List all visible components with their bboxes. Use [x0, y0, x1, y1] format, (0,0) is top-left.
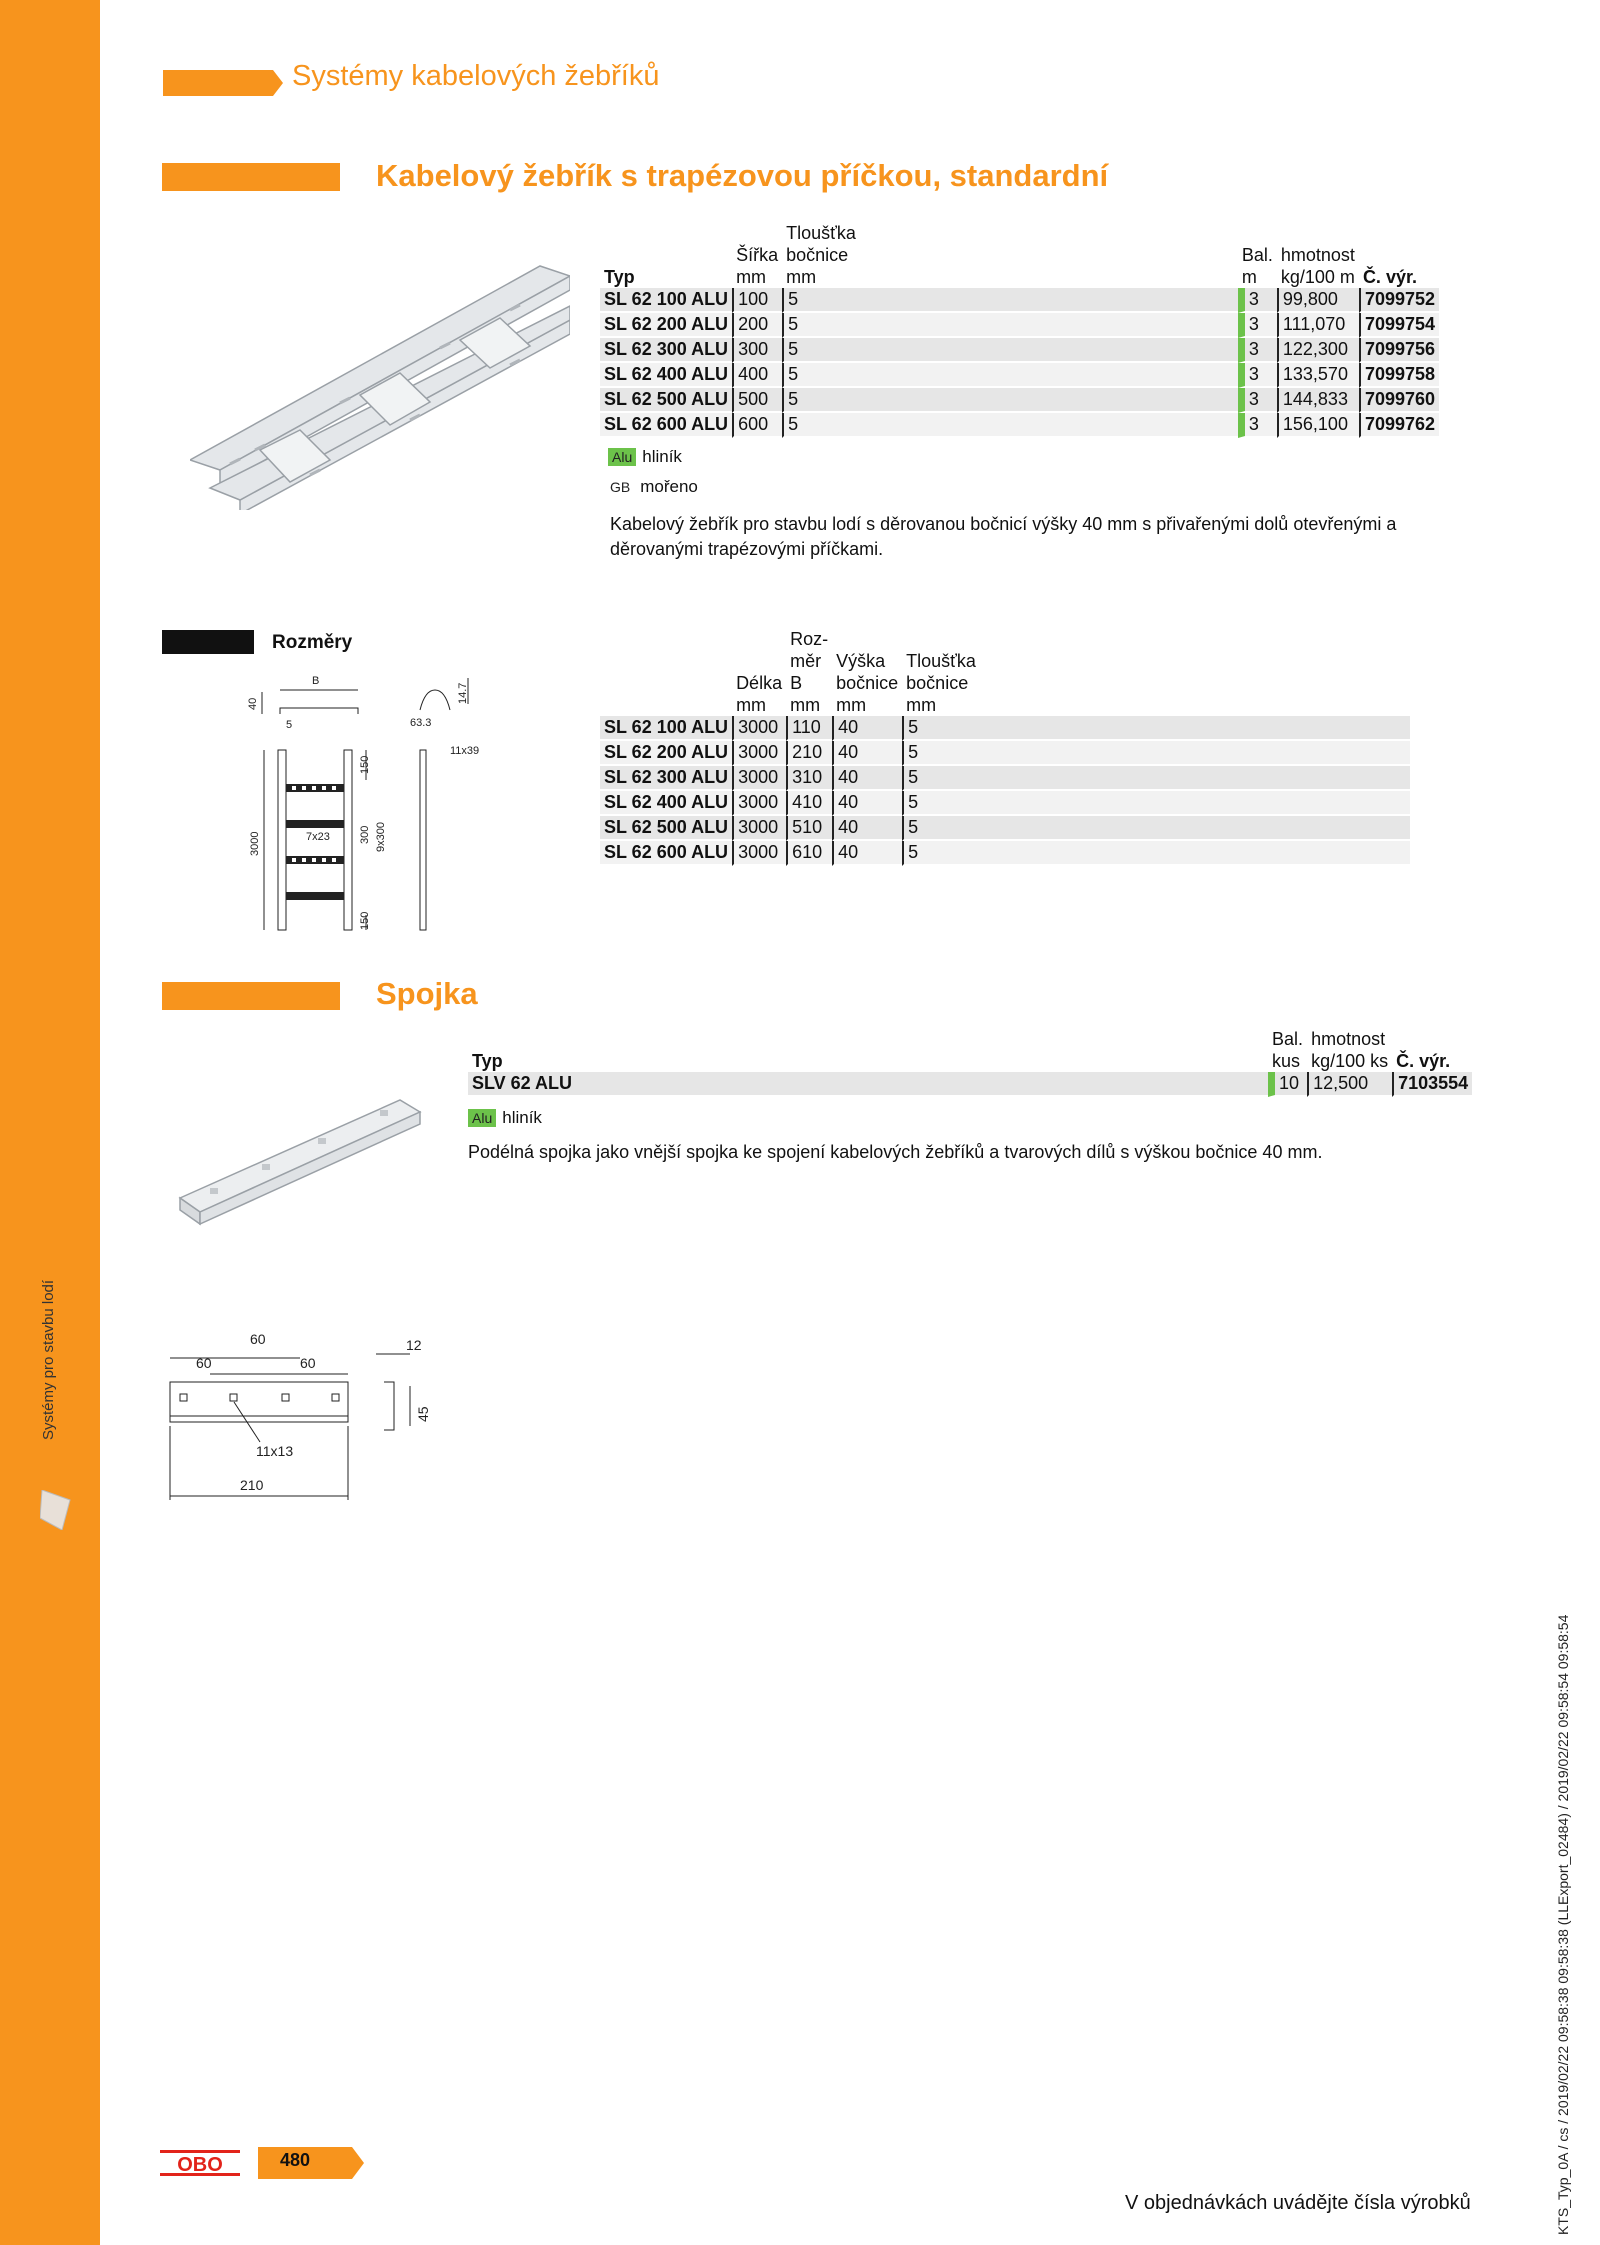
cell-weight: 99,800 — [1277, 288, 1359, 313]
col-header: Bal. — [1272, 1029, 1304, 1049]
dim-label: 3000 — [249, 831, 261, 856]
section-bar-black — [162, 630, 254, 654]
cell-length: 3000 — [732, 741, 786, 766]
material-code: Alu — [468, 1109, 496, 1127]
table-row — [600, 841, 1410, 866]
sidebar-label: Systémy pro stavbu lodí — [40, 1279, 57, 1440]
material-label: hliník — [642, 447, 682, 466]
col-header: kg/100 ks — [1311, 1051, 1389, 1071]
dim-label: 7x23 — [306, 831, 330, 843]
col-header: mm — [790, 695, 821, 715]
cell-artno: 7099762 — [1359, 413, 1439, 438]
cell-thickness: 5 — [782, 313, 860, 338]
cell-artno: 7099754 — [1359, 313, 1439, 338]
col-header: Bal. — [1241, 245, 1273, 265]
col-header: mm — [906, 695, 937, 715]
col-header: m — [1241, 267, 1257, 287]
table-row — [600, 363, 1439, 388]
cell-thickness: 5 — [902, 841, 1410, 866]
cell-thickness: 5 — [782, 338, 860, 363]
cell-thickness: 5 — [902, 741, 1410, 766]
section-title: Spojka — [376, 976, 478, 1011]
dim-label: 11x13 — [256, 1443, 294, 1459]
cell-thickness: 5 — [782, 288, 860, 313]
dim-label: 60 — [196, 1355, 212, 1371]
cell-typ: SL 62 200 ALU — [600, 313, 732, 338]
cell-pack: 3 — [1238, 388, 1277, 413]
page-header-title: Systémy kabelových žebříků — [292, 60, 660, 92]
section-bar — [162, 982, 340, 1010]
sidebar-strip — [0, 0, 100, 2245]
sidebar-marker-icon — [40, 1490, 72, 1530]
dim-label: 12 — [406, 1337, 422, 1353]
col-header: hmotnost — [1280, 245, 1355, 265]
dim-label: 300 — [359, 825, 371, 844]
cell-typ: SL 62 400 ALU — [600, 791, 732, 816]
col-header-artno: Č. výr. — [1362, 267, 1417, 287]
header-tab-shape — [163, 70, 283, 96]
col-header: hmotnost — [1311, 1029, 1386, 1049]
page-number-tab — [258, 2147, 364, 2179]
col-header: bočnice — [836, 673, 899, 693]
dim-label: 40 — [247, 697, 259, 710]
material-label: hliník — [502, 1108, 542, 1127]
table-row — [600, 338, 1439, 363]
dim-label: B — [312, 675, 320, 687]
material-label: mořeno — [640, 477, 698, 496]
cell-dim-b: 310 — [786, 766, 832, 791]
cell-artno: 7103554 — [1392, 1072, 1472, 1097]
logo-text: OBO — [177, 2154, 223, 2176]
cell-typ: SL 62 300 ALU — [600, 338, 732, 363]
cell-typ: SL 62 300 ALU — [600, 766, 732, 791]
print-info: KTS_Typ_0A / cs / 2019/02/22 09:58:38 09:58:38 (LLExport_02484) / 2019/02/22 09:58:54 09:58:54 — [1555, 1614, 1571, 2235]
cell-thickness: 5 — [902, 716, 1410, 741]
col-header: mm — [836, 695, 867, 715]
table-row — [600, 313, 1439, 338]
cell-width: 200 — [732, 313, 782, 338]
table-row — [600, 413, 1439, 438]
table-row — [468, 1072, 1472, 1097]
cell-thickness: 5 — [782, 363, 860, 388]
dim-label: 150 — [359, 911, 371, 930]
connector-table — [468, 1028, 1472, 1097]
cell-typ: SL 62 500 ALU — [600, 388, 732, 413]
cell-dim-b: 610 — [786, 841, 832, 866]
cell-pack: 3 — [1238, 363, 1277, 388]
cell-width: 600 — [732, 413, 782, 438]
cell-typ: SL 62 400 ALU — [600, 363, 732, 388]
cell-thickness: 5 — [902, 766, 1410, 791]
cell-height: 40 — [832, 766, 902, 791]
dim-label: 150 — [359, 755, 371, 774]
cell-weight: 144,833 — [1277, 388, 1359, 413]
cell-length: 3000 — [732, 816, 786, 841]
cell-typ: SL 62 200 ALU — [600, 741, 732, 766]
cell-width: 500 — [732, 388, 782, 413]
cell-typ: SLV 62 ALU — [468, 1072, 576, 1097]
cell-pack: 3 — [1238, 413, 1277, 438]
cell-artno: 7099760 — [1359, 388, 1439, 413]
product-description: Podélná spojka jako vnější spojka ke spojení kabelových žebříků a tvarových dílů s výškou bočnice 40 mm. — [468, 1142, 1323, 1162]
dim-label: 5 — [286, 719, 293, 731]
material-alu — [468, 1108, 542, 1128]
cell-height: 40 — [832, 716, 902, 741]
cell-weight: 12,500 — [1307, 1072, 1392, 1097]
col-header: mm — [786, 267, 817, 287]
dim-label: 14.7 — [457, 682, 469, 704]
cable-ladder-image — [190, 260, 570, 510]
cell-length: 3000 — [732, 766, 786, 791]
col-header: Tloušťka — [906, 651, 976, 671]
cell-pack: 3 — [1238, 288, 1277, 313]
cell-thickness: 5 — [782, 413, 860, 438]
section-title: Kabelový žebřík s trapézovou příčkou, standardní — [376, 158, 1109, 193]
col-header: Výška — [836, 651, 886, 671]
cell-dim-b: 410 — [786, 791, 832, 816]
cell-height: 40 — [832, 741, 902, 766]
dim-label: 9x300 — [375, 822, 387, 852]
cell-typ: SL 62 100 ALU — [600, 288, 732, 313]
material-code: Alu — [608, 448, 636, 466]
dimensions-table — [600, 628, 1410, 866]
obo-logo — [160, 2148, 240, 2178]
dim-label: 45 — [415, 1406, 431, 1422]
dim-label: 63.3 — [410, 717, 432, 729]
cell-typ: SL 62 100 ALU — [600, 716, 732, 741]
cell-artno: 7099752 — [1359, 288, 1439, 313]
product-table — [600, 222, 1439, 438]
col-header: bočnice — [906, 673, 969, 693]
page-number: 480 — [280, 2150, 311, 2170]
cell-width: 400 — [732, 363, 782, 388]
cell-width: 300 — [732, 338, 782, 363]
cell-length: 3000 — [732, 791, 786, 816]
product-description: Kabelový žebřík pro stavbu lodí s děrovanou bočnicí výšky 40 mm s přivařenými dolů otevřenými a děrovanými trapézovými příčkami. — [610, 514, 1397, 559]
col-header-typ: Typ — [472, 1051, 503, 1071]
dim-label: 11x39 — [450, 745, 480, 757]
cell-width: 100 — [732, 288, 782, 313]
cell-weight: 122,300 — [1277, 338, 1359, 363]
cell-dim-b: 110 — [786, 716, 832, 741]
cell-height: 40 — [832, 791, 902, 816]
cell-typ: SL 62 500 ALU — [600, 816, 732, 841]
col-header-artno: Č. výr. — [1396, 1051, 1451, 1071]
col-header: B — [790, 673, 803, 693]
cell-typ: SL 62 600 ALU — [600, 841, 732, 866]
cell-height: 40 — [832, 816, 902, 841]
cell-thickness: 5 — [902, 816, 1410, 841]
cell-thickness: 5 — [902, 791, 1410, 816]
cell-length: 3000 — [732, 716, 786, 741]
cell-artno: 7099756 — [1359, 338, 1439, 363]
col-header: mm — [736, 695, 767, 715]
cell-pack: 10 — [1268, 1072, 1307, 1097]
connector-drawing — [160, 1330, 460, 1510]
table-row — [600, 288, 1439, 313]
dimension-drawing — [240, 670, 520, 950]
col-header: měr — [790, 651, 822, 671]
cell-pack: 3 — [1238, 338, 1277, 363]
col-header: Délka — [736, 673, 783, 693]
dimensions-heading: Rozměry — [272, 632, 353, 653]
cell-weight: 133,570 — [1277, 363, 1359, 388]
cell-dim-b: 510 — [786, 816, 832, 841]
table-row — [600, 791, 1410, 816]
table-row — [600, 388, 1439, 413]
cell-pack: 3 — [1238, 313, 1277, 338]
cell-weight: 156,100 — [1277, 413, 1359, 438]
section-bar — [162, 163, 340, 191]
cell-dim-b: 210 — [786, 741, 832, 766]
table-row — [600, 741, 1410, 766]
cell-height: 40 — [832, 841, 902, 866]
material-code: GB — [610, 479, 631, 495]
cell-weight: 111,070 — [1277, 313, 1359, 338]
cell-length: 3000 — [732, 841, 786, 866]
cell-typ: SL 62 600 ALU — [600, 413, 732, 438]
cell-thickness: 5 — [782, 388, 860, 413]
cell-artno: 7099758 — [1359, 363, 1439, 388]
col-header: mm — [736, 267, 767, 287]
dim-label: 60 — [300, 1355, 316, 1371]
dim-label: 210 — [240, 1477, 264, 1493]
connector-image — [170, 1090, 430, 1240]
col-header: kg/100 m — [1280, 267, 1355, 287]
col-header: Tloušťka — [786, 223, 856, 243]
col-header: bočnice — [786, 245, 849, 265]
material-gb — [608, 477, 698, 497]
footer-note: V objednávkách uvádějte čísla výrobků — [1125, 2192, 1471, 2214]
col-header-typ: Typ — [604, 267, 635, 287]
dim-label: 60 — [250, 1331, 266, 1347]
col-header: Roz- — [790, 629, 829, 649]
table-row — [600, 766, 1410, 791]
table-row — [600, 816, 1410, 841]
table-row — [600, 716, 1410, 741]
col-header: kus — [1272, 1051, 1301, 1071]
material-alu — [608, 447, 682, 467]
col-header: Šířka — [736, 245, 779, 265]
